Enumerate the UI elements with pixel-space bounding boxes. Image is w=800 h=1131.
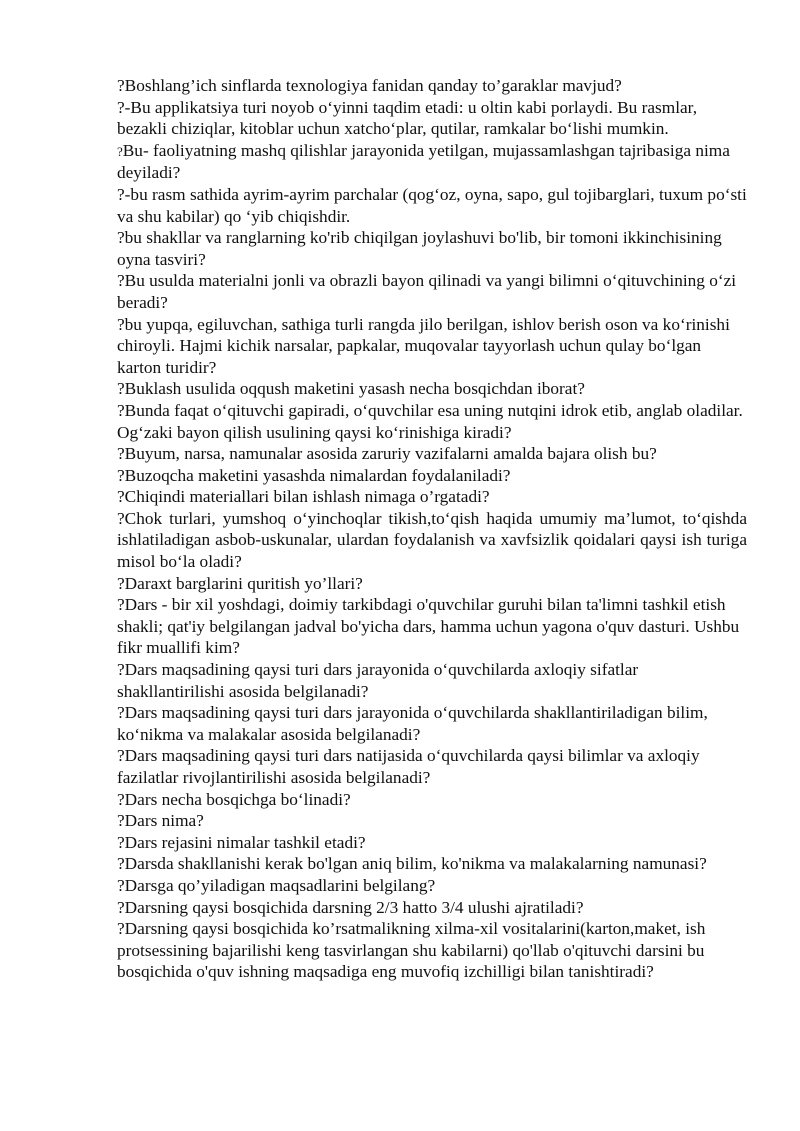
question-17: ?Dars maqsadining qaysi turi dars jarayonida o‘quvchilarda shakllantiriladigan bilim, ko‘nikma va malakalar asosida belgilanadi?	[117, 703, 708, 744]
question-20: ?Dars nima?	[117, 811, 204, 831]
question-4: ?-bu rasm sathida ayrim-ayrim parchalar (qog‘oz, oyna, sapo, gul tojibarglari, tuxum po‘sti va shu kabilar) qo ‘yib chiqishdir.	[117, 184, 747, 226]
question-3-text: Bu- faoliyatning mashq qilishlar jarayonida yetilgan, mujassamlashgan tajribasiga nima deyiladi?	[117, 140, 730, 183]
question-11: ?Buzoqcha maketini yasashda nimalardan foydalaniladi?	[117, 465, 511, 485]
question-23: ?Darsga qo’yiladigan maqsadlarini belgilang?	[117, 875, 436, 895]
question-24: ?Darsning qaysi bosqichida darsning 2/3 hatto 3/4 ulushi ajratiladi?	[117, 897, 584, 917]
question-6: ?Bu usulda materialni jonli va obrazli bayon qilinadi va yangi bilimni o‘qituvchining o‘zi beradi?	[117, 271, 737, 312]
question-16: ?Dars maqsadining qaysi turi dars jarayonida o‘quvchilarda axloqiy sifatlar shakllantirilishi asosida belgilanadi?	[117, 660, 639, 701]
question-19: ?Dars necha bosqichga bo‘linadi?	[117, 789, 351, 809]
question-9: ?Bunda faqat o‘qituvchi gapiradi, o‘quvchilar esa uning nutqini idrok etib, anglab oladilar. Og‘zaki bayon qilish usulining qaysi ko‘rinishiga kiradi?	[117, 400, 743, 442]
question-7: ?bu yupqa, egiluvchan, sathiga turli rangda jilo berilgan, ishlov berish oson va ko‘rinishi chiroyli. Hajmi kichik narsalar, papkalar, muqovalar tayyorlash uchun qulay bo‘lgan karton turidir?	[117, 314, 730, 377]
question-18: ?Dars maqsadining qaysi turi dars natijasida o‘quvchilarda qaysi bilimlar va axloqiy fazilatlar rivojlantirilishi asosida belgilanadi?	[117, 746, 700, 787]
question-2: ?-Bu applikatsiya turi noyob o‘yinni taqdim etadi: u oltin kabi porlaydi. Bu rasmlar, bezakli chiziqlar, kitoblar uchun xatcho‘plar, qutilar, ramkalar bo‘lishi mumkin.	[117, 97, 698, 139]
question-22: ?Darsda shakllanishi kerak bo'lgan aniq bilim, ko'nikma va malakalarning namunasi?	[117, 854, 707, 874]
question-10: ?Buyum, narsa, namunalar asosida zaruriy vazifalarni amalda bajara olish bu?	[117, 444, 657, 464]
question-8: ?Buklash usulida oqqush maketini yasash necha bosqichdan iborat?	[117, 379, 585, 399]
document-page	[117, 75, 747, 983]
question-mark: ?	[117, 143, 123, 159]
question-14: ?Daraxt barglarini quritish yo’llari?	[117, 573, 363, 593]
question-12: ?Chiqindi materiallari bilan ishlash nimaga o’rgatadi?	[117, 487, 490, 507]
question-1: ?Boshlang’ich sinflarda texnologiya fanidan qanday to’garaklar mavjud?	[117, 76, 622, 95]
question-13: ?Chok turlari, yumshoq o‘yinchoqlar tikish,to‘qish haqida umumiy ma’lumot, to‘qishda ishlatiladigan asbob-uskunalar, ulardan foydalanish va xavfsizlik qoidalari qaysi ish turiga misol bo‘la oladi?	[117, 508, 747, 572]
question-25: ?Darsning qaysi bosqichida ko’rsatmalikning xilma-xil vositalarini(karton,maket, ish protsessining bajarilishi keng tasvirlangan shu kabilarni) qo'llab o'qituvchi darsini bu bosqichida o'quv ishning maqsadiga eng muvofiq izchilligi bilan tanishtiradi?	[117, 919, 706, 982]
question-3	[117, 140, 747, 184]
question-21: ?Dars rejasini nimalar tashkil etadi?	[117, 832, 366, 852]
question-15: ?Dars - bir xil yoshdagi, doimiy tarkibdagi o'quvchilar guruhi bilan ta'limni tashkil etish shakli; qat'iy belgilangan jadval bo'yicha dars, hamma uchun yagona o'quv dasturi. Ushbu fikr muallifi kim?	[117, 595, 740, 658]
question-5: ?bu shakllar va ranglarning ko'rib chiqilgan joylashuvi bo'lib, bir tomoni ikkinchisining oyna tasviri?	[117, 228, 722, 269]
